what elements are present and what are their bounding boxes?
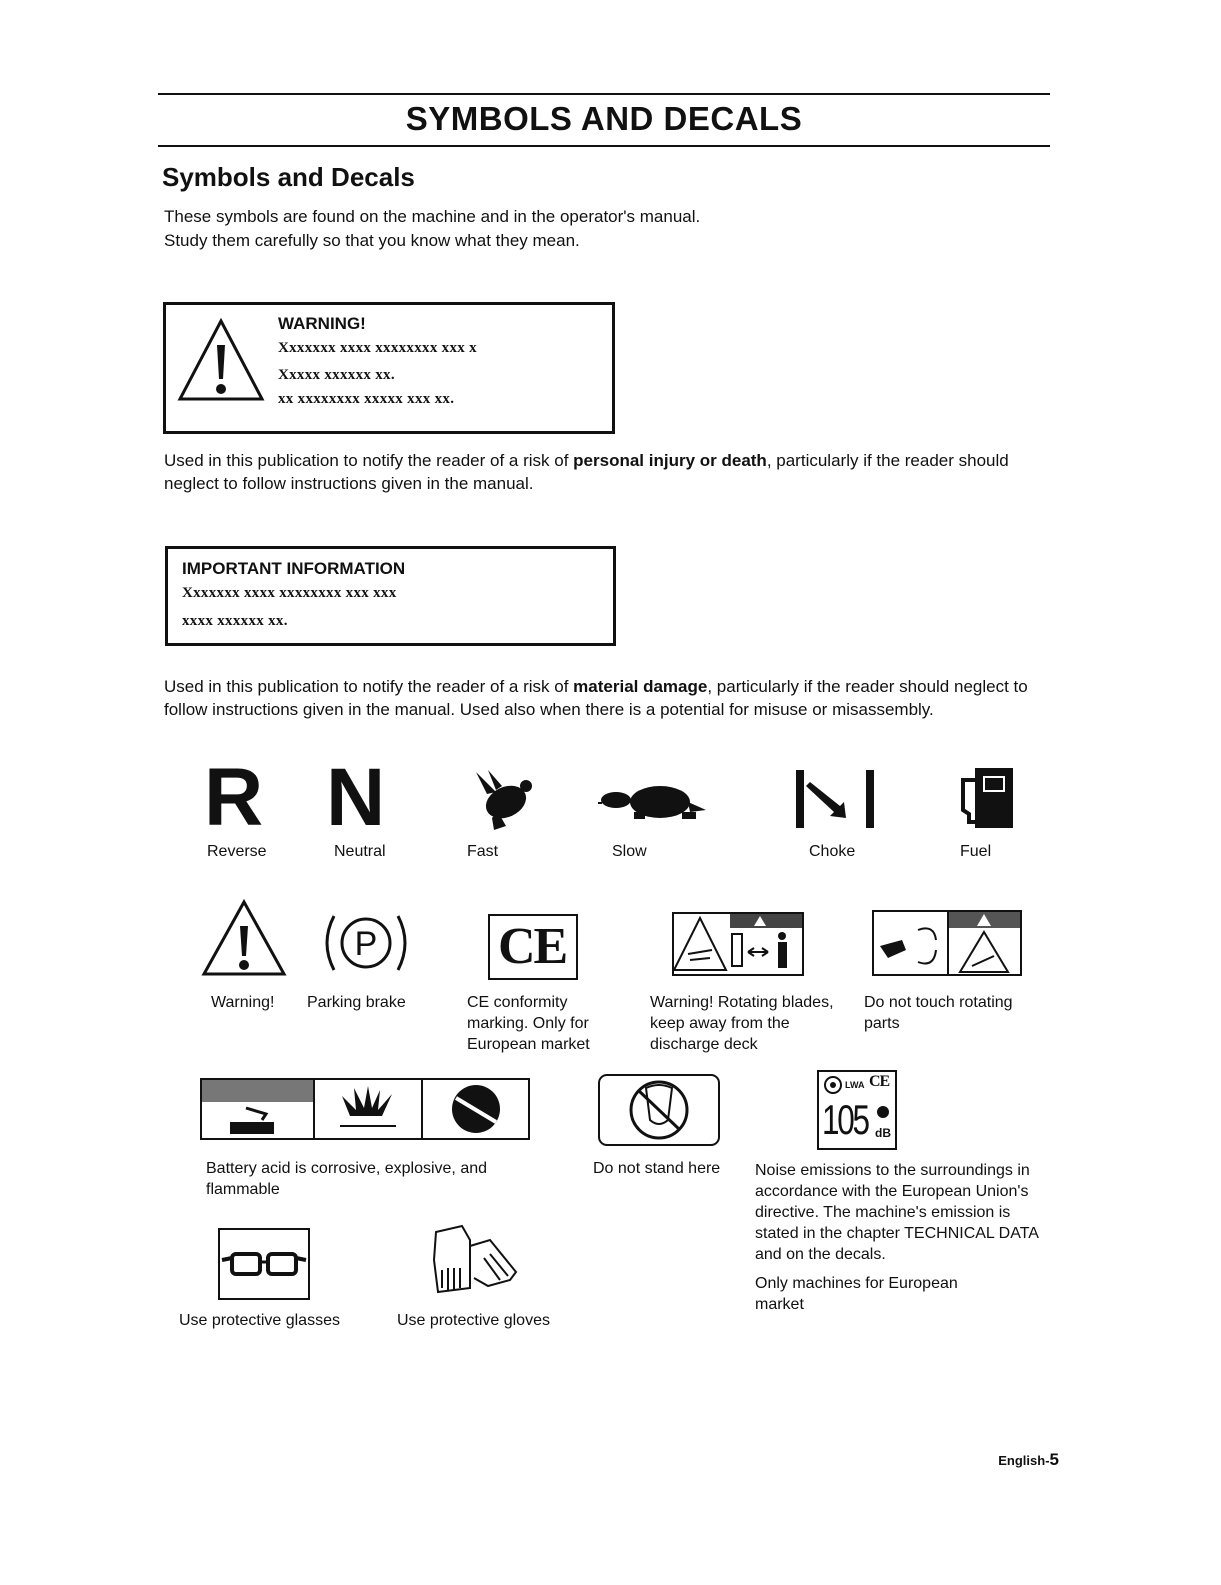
top-rule (158, 93, 1050, 95)
noise-unit-glyph: dB (875, 1126, 891, 1140)
rabbit-icon (466, 768, 540, 834)
important-box-line-1: Xxxxxxx xxxx xxxxxxxx xxx xxx (182, 585, 397, 601)
ce-mark-icon (488, 914, 578, 980)
ce-mark-glyph: CE (498, 918, 567, 975)
important-explanation (164, 675, 1054, 721)
battery-label: Battery acid is corrosive, explosive, and flammable (206, 1160, 488, 1198)
important-info-box (165, 546, 616, 646)
speaker-icon (823, 1076, 843, 1094)
intro-text (164, 205, 700, 253)
important-explanation-text-2: , particularly if the reader should neglect to follow instructions given in the manual. Used also when there is a potential for misuse or misassembly. (164, 677, 1028, 719)
slow-label: Slow (612, 843, 647, 860)
warning-triangle-icon (176, 317, 266, 403)
noise-value-glyph: 105 (822, 1096, 868, 1143)
do-not-stand-icon (598, 1074, 720, 1146)
fuel-pump-icon (955, 766, 1019, 830)
warning-explanation-text-1: Used in this publication to notify the reader of a risk of (164, 451, 574, 470)
protective-glasses-label: Use protective glasses (179, 1312, 340, 1329)
intro-line-1: These symbols are found on the machine and in the operator's manual. (164, 207, 701, 226)
warning-explanation-emphasis: personal injury or death (573, 451, 767, 470)
warning-box-line-2: Xxxxx xxxxxx xx. (278, 367, 395, 383)
warning-box-title: WARNING! (278, 314, 366, 333)
protective-gloves-label: Use protective gloves (397, 1312, 550, 1329)
neutral-label: Neutral (334, 843, 386, 860)
rotating-blades-label: Warning! Rotating blades, keep away from the discharge deck (650, 994, 834, 1053)
rotating-blades-decal-icon (672, 912, 804, 976)
neutral-icon: N (326, 752, 386, 843)
parking-brake-icon (322, 908, 410, 978)
fast-label: Fast (467, 843, 499, 860)
noise-emission-label: Noise emissions to the surroundings in accordance with the European Union's directive. The machine's emission is stated in the chapter TECHNICAL DATA and on the decals. (755, 1162, 1039, 1263)
do-not-stand-label: Do not stand here (593, 1160, 721, 1177)
warning-explanation-text-2: , particularly if the reader should neglect to follow instructions given in the manual. (164, 451, 1009, 493)
title-rule (158, 145, 1050, 147)
warning-box-line-3: xx xxxxxxxx xxxxx xxx xx. (278, 391, 455, 407)
rotating-parts-decal-icon (872, 910, 1022, 976)
noise-ce-glyph: CE (869, 1073, 890, 1090)
warning-icon (200, 898, 288, 978)
noise-emission-label-2: Only machines for European market (755, 1275, 958, 1313)
important-explanation-text-1: Used in this publication to notify the reader of a risk of (164, 677, 574, 696)
warning-explanation (164, 449, 1054, 495)
warning-box-line-1: Xxxxxxx xxxx xxxxxxxx xxx x (278, 340, 477, 356)
protective-glasses-icon (218, 1228, 310, 1300)
turtle-icon (598, 780, 710, 828)
page-number-value: 5 (1049, 1450, 1059, 1469)
important-explanation-emphasis: material damage (573, 677, 708, 696)
fuel-label: Fuel (960, 843, 992, 860)
page-number-prefix: English- (998, 1453, 1050, 1468)
noise-sub-icon (875, 1104, 891, 1120)
parking-brake-glyph: P (354, 925, 378, 963)
battery-decal-icon (200, 1078, 530, 1140)
warning-box (163, 302, 615, 434)
protective-gloves-icon (424, 1220, 524, 1298)
reverse-icon: R (204, 752, 264, 843)
noise-lwa-glyph: LWA (845, 1080, 865, 1090)
warning-label: Warning! (211, 994, 275, 1011)
page-title: SYMBOLS AND DECALS (405, 100, 803, 137)
ce-label: CE conformity marking. Only for European market (467, 994, 590, 1053)
section-heading: Symbols and Decals (162, 162, 415, 192)
parking-brake-label: Parking brake (307, 994, 406, 1011)
intro-line-2: Study them carefully so that you know what they mean. (164, 231, 580, 250)
important-box-title: IMPORTANT INFORMATION (182, 559, 406, 578)
choke-icon (792, 768, 878, 830)
noise-emission-decal-icon (817, 1070, 897, 1150)
important-box-line-2: xxxx xxxxxx xx. (182, 613, 288, 629)
reverse-label: Reverse (207, 843, 267, 860)
choke-label: Choke (809, 843, 856, 860)
page-number (998, 1450, 1059, 1470)
rotating-parts-label: Do not touch rotating parts (864, 994, 1013, 1032)
